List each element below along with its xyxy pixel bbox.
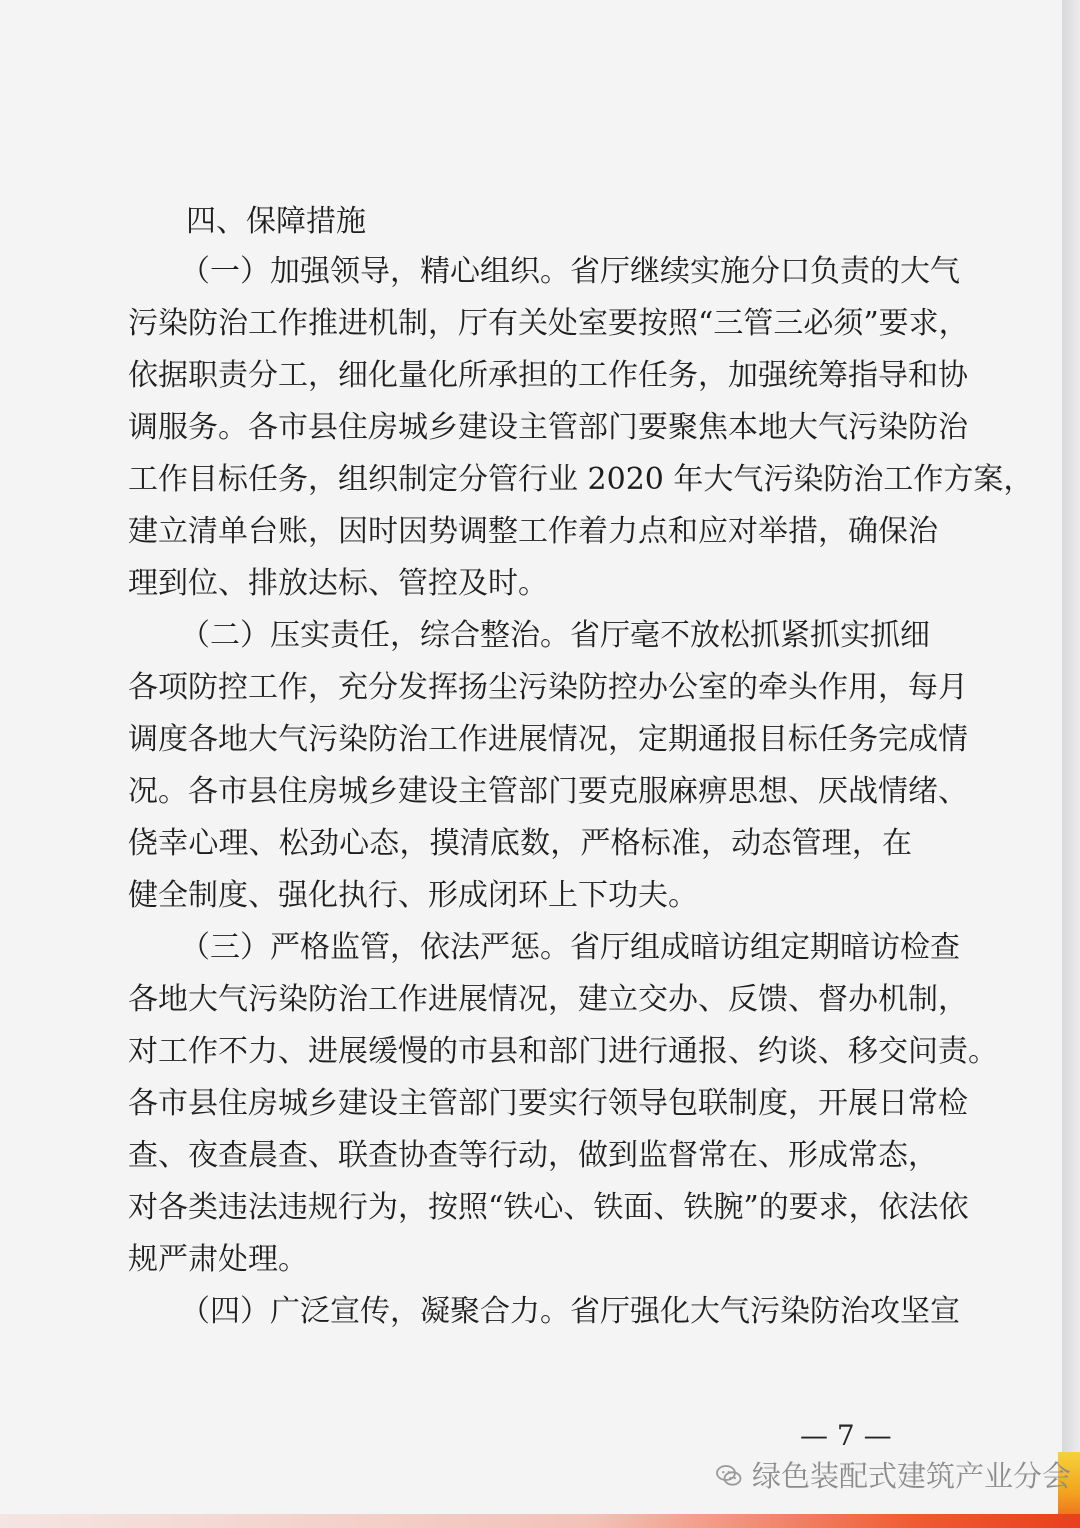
paragraph-line: （一）加强领导，精心组织。省厅继续实施分口负责的大气	[180, 254, 960, 289]
paragraph-line: 规严肃处理。	[128, 1242, 308, 1277]
paragraph-line: （三）严格监管，依法严惩。省厅组成暗访组定期暗访检查	[180, 930, 960, 965]
paragraph-line: 各项防控工作，充分发挥扬尘污染防控办公室的牵头作用，每月	[128, 670, 968, 705]
paragraph-line: 各地大气污染防治工作进展情况，建立交办、反馈、督办机制，	[128, 982, 968, 1017]
paragraph-line: 对工作不力、进展缓慢的市县和部门进行通报、约谈、移交问责。	[128, 1034, 998, 1069]
section-heading: 四、保障措施	[186, 204, 366, 239]
paragraph-line: 理到位、排放达标、管控及时。	[128, 566, 548, 601]
paragraph-line: 健全制度、强化执行、形成闭环上下功夫。	[128, 878, 698, 913]
paragraph-line: 查、夜查晨查、联查协查等行动，做到监督常在、形成常态，	[128, 1138, 938, 1173]
paragraph-line: 工作目标任务，组织制定分管行业 2020 年大气污染防治工作方案，	[128, 462, 1034, 497]
page-number: — 7 —	[800, 1419, 892, 1452]
watermark-text: 绿色装配式建筑产业分会	[752, 1459, 1072, 1493]
paragraph-line: 建立清单台账，因时因势调整工作着力点和应对举措，确保治	[128, 514, 938, 549]
paragraph-line: 污染防治工作推进机制，厅有关处室要按照“三管三必须”要求，	[128, 306, 969, 341]
bottom-accent-strip	[0, 1514, 1080, 1528]
paragraph-line: 各市县住房城乡建设主管部门要实行领导包联制度，开展日常检	[128, 1086, 968, 1121]
paragraph-line: 侥幸心理、松劲心态，摸清底数，严格标准，动态管理，在	[128, 826, 912, 861]
paragraph-line: 调服务。各市县住房城乡建设主管部门要聚焦本地大气污染防治	[128, 410, 968, 445]
paragraph-line: 对各类违法违规行为，按照“铁心、铁面、铁腕”的要求，依法依	[128, 1190, 969, 1225]
paragraph-line: （四）广泛宣传，凝聚合力。省厅强化大气污染防治攻坚宣	[180, 1294, 960, 1329]
page-edge-shadow	[1062, 0, 1080, 1528]
paragraph-line: 况。各市县住房城乡建设主管部门要克服麻痹思想、厌战情绪、	[128, 774, 968, 809]
wechat-icon	[714, 1461, 744, 1491]
paragraph-line: 依据职责分工，细化量化所承担的工作任务，加强统筹指导和协	[128, 358, 968, 393]
wechat-watermark	[714, 1458, 1071, 1494]
paragraph-line: （二）压实责任，综合整治。省厅毫不放松抓紧抓实抓细	[180, 618, 930, 653]
paragraph-line: 调度各地大气污染防治工作进展情况，定期通报目标任务完成情	[128, 722, 968, 757]
